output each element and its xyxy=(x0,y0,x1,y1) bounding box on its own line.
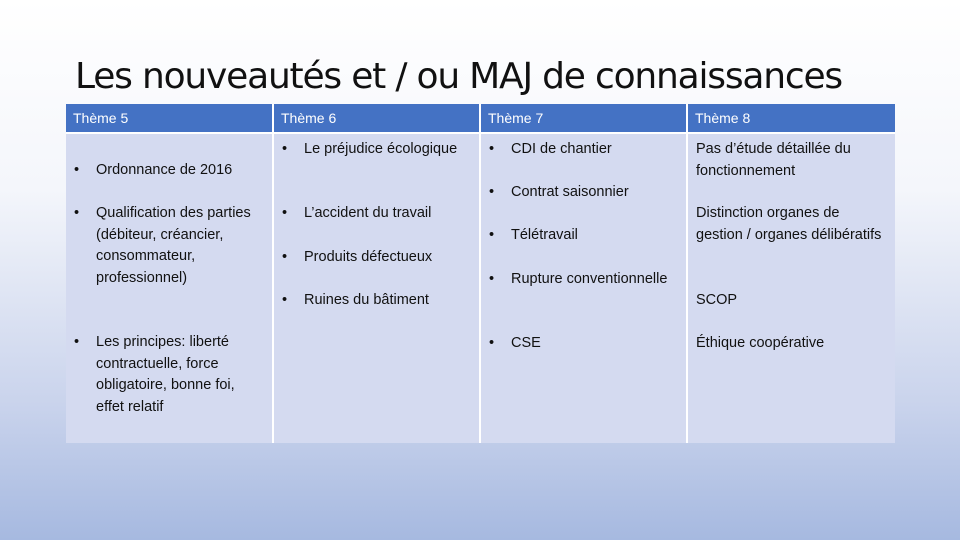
list-item: • Ordonnance de 2016 xyxy=(74,160,266,182)
list-item: • Produits défectueux xyxy=(282,247,473,269)
list-item: • CDI de chantier xyxy=(489,139,680,161)
list-item: Pas d’étude détaillée du fonctionnement xyxy=(696,141,851,179)
slide-title: Les nouveautés et / ou MAJ de connaissances xyxy=(75,56,842,97)
cell-theme-5 xyxy=(66,133,273,443)
list-item: • L’accident du travail xyxy=(282,203,473,225)
list-item: • Contrat saisonnier xyxy=(489,182,680,204)
table-header-row xyxy=(66,104,895,133)
list-item: Éthique coopérative xyxy=(696,335,825,351)
cell-theme-6 xyxy=(273,133,480,443)
list-item: • Le préjudice écologique xyxy=(282,139,473,161)
header-theme-5: Thème 5 xyxy=(66,104,273,133)
list-item: • Télétravail xyxy=(489,225,680,247)
list-item: • Qualification des parties (débiteur, créancier, consommateur, professionnel) xyxy=(74,203,266,289)
list-item: • CSE xyxy=(489,333,680,355)
list-item: • Ruines du bâtiment xyxy=(282,290,473,312)
header-theme-8: Thème 8 xyxy=(687,104,895,133)
list-item: SCOP xyxy=(696,292,738,308)
header-theme-6: Thème 6 xyxy=(273,104,480,133)
cell-theme-7 xyxy=(480,133,687,443)
list-item: • Rupture conventionnelle xyxy=(489,269,680,291)
list-item: • Les principes: liberté contractuelle, force obligatoire, bonne foi, effet relatif xyxy=(74,332,266,418)
themes-table xyxy=(66,104,895,443)
table-body-row xyxy=(66,133,895,443)
list-item: Distinction organes de gestion / organes délibératifs xyxy=(696,205,882,243)
header-theme-7: Thème 7 xyxy=(480,104,687,133)
cell-theme-8 xyxy=(687,133,895,443)
